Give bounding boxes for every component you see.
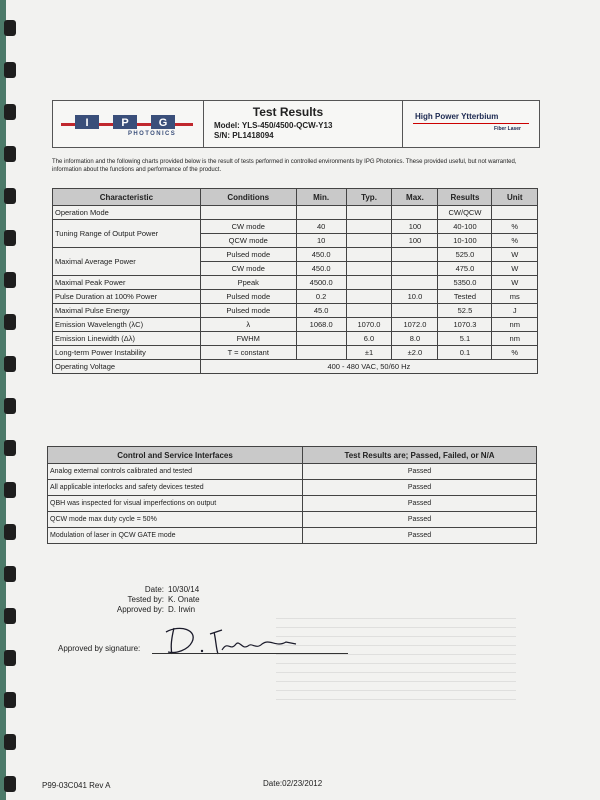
unit-cell: nm	[492, 332, 538, 346]
table-row	[48, 528, 537, 544]
table-row	[53, 318, 538, 332]
svg-text:I: I	[85, 117, 89, 129]
column-header: Min.	[296, 189, 346, 206]
column-header: Max.	[392, 189, 438, 206]
interface-cell: QBH was inspected for visual imperfections on output	[48, 496, 303, 512]
binder-hole	[4, 188, 16, 204]
column-header: Control and Service Interfaces	[48, 447, 303, 464]
binder-hole	[4, 314, 16, 330]
conditions-cell: QCW mode	[200, 234, 296, 248]
typ-cell	[346, 248, 392, 262]
max-cell	[392, 262, 438, 276]
tested-label: Tested by:	[127, 595, 164, 604]
result-cell: 40-100	[438, 220, 492, 234]
max-cell	[392, 248, 438, 262]
max-cell: 100	[392, 220, 438, 234]
max-cell	[392, 206, 438, 220]
binder-hole	[4, 692, 16, 708]
unit-cell: J	[492, 304, 538, 318]
signature-label: Approved by signature:	[58, 644, 141, 653]
date-value: 10/30/14	[168, 585, 200, 594]
conditions-cell: Pulsed mode	[200, 290, 296, 304]
table-row	[53, 220, 538, 234]
characteristic-cell: Operating Voltage	[53, 360, 201, 374]
model-row	[214, 121, 402, 130]
bleed-through-text	[276, 610, 516, 700]
typ-cell: 6.0	[346, 332, 392, 346]
characteristic-cell: Maximal Peak Power	[53, 276, 201, 290]
characteristics-table	[52, 188, 538, 374]
table-row	[53, 332, 538, 346]
binder-hole	[4, 272, 16, 288]
approved-row	[56, 605, 376, 615]
column-header: Typ.	[346, 189, 392, 206]
binder-hole	[4, 440, 16, 456]
document-date: Date:02/23/2012	[263, 779, 323, 788]
max-cell	[392, 276, 438, 290]
characteristic-cell: Operation Mode	[53, 206, 201, 220]
binder-hole	[4, 398, 16, 414]
column-header: Conditions	[200, 189, 296, 206]
result-cell: 5350.0	[438, 276, 492, 290]
min-cell: 1068.0	[296, 318, 346, 332]
typ-cell: ±1	[346, 346, 392, 360]
document-header	[52, 100, 540, 148]
binder-hole	[4, 650, 16, 666]
unit-cell: ms	[492, 290, 538, 304]
min-cell	[296, 206, 346, 220]
svg-text:G: G	[158, 117, 168, 129]
svg-text:P: P	[121, 117, 129, 129]
typ-cell: 1070.0	[346, 318, 392, 332]
logo-subtitle: PHOTONICS	[128, 131, 177, 137]
table-row	[53, 248, 538, 262]
unit-cell: %	[492, 220, 538, 234]
result-cell: CW/QCW	[438, 206, 492, 220]
conditions-cell: CW mode	[200, 262, 296, 276]
serial-row	[214, 131, 402, 140]
characteristic-cell: Long-term Power Instability	[53, 346, 201, 360]
product-divider	[413, 123, 529, 124]
conditions-cell: FWHM	[200, 332, 296, 346]
unit-cell: W	[492, 262, 538, 276]
table-row	[53, 346, 538, 360]
max-cell: 10.0	[392, 290, 438, 304]
result-cell: Passed	[303, 512, 537, 528]
date-row	[56, 585, 376, 595]
unit-cell: %	[492, 234, 538, 248]
binder-hole	[4, 734, 16, 750]
approved-value: D. Irwin	[168, 605, 196, 614]
control-interfaces-table	[47, 446, 537, 544]
result-cell: 525.0	[438, 248, 492, 262]
binder-hole	[4, 230, 16, 246]
result-cell: 475.0	[438, 262, 492, 276]
unit-cell: %	[492, 346, 538, 360]
table-row	[53, 290, 538, 304]
title-cell	[204, 101, 403, 147]
result-cell: Tested	[438, 290, 492, 304]
result-cell: 0.1	[438, 346, 492, 360]
product-name: High Power Ytterbium	[415, 112, 499, 121]
result-cell: Passed	[303, 528, 537, 544]
table-row	[53, 304, 538, 318]
unit-cell: nm	[492, 318, 538, 332]
unit-cell: W	[492, 248, 538, 262]
typ-cell	[346, 304, 392, 318]
product-subtitle: Fiber Laser	[494, 126, 521, 132]
binder-hole	[4, 62, 16, 78]
binder-hole	[4, 356, 16, 372]
model-value: YLS-450/4500-QCW-Y13	[241, 121, 333, 130]
interface-cell: Analog external controls calibrated and tested	[48, 464, 303, 480]
table-row	[48, 480, 537, 496]
approved-label: Approved by:	[116, 605, 164, 614]
min-cell: 45.0	[296, 304, 346, 318]
max-cell: ±2.0	[392, 346, 438, 360]
serial-label: S/N:	[214, 131, 230, 140]
page-title: Test Results	[252, 105, 324, 119]
typ-cell	[346, 234, 392, 248]
min-cell	[296, 332, 346, 346]
typ-cell	[346, 206, 392, 220]
typ-cell	[346, 262, 392, 276]
characteristic-cell: Pulse Duration at 100% Power	[53, 290, 201, 304]
binder-hole	[4, 566, 16, 582]
unit-cell	[492, 206, 538, 220]
table-row	[53, 276, 538, 290]
max-cell: 8.0	[392, 332, 438, 346]
table-row	[48, 496, 537, 512]
characteristic-cell: Maximal Average Power	[53, 248, 201, 276]
binder-hole	[4, 524, 16, 540]
signature-line	[152, 653, 348, 654]
min-cell: 450.0	[296, 248, 346, 262]
tested-value: K. Onate	[168, 595, 200, 604]
characteristic-cell: Emission Linewidth (Δλ)	[53, 332, 201, 346]
binder-hole	[4, 20, 16, 36]
min-cell: 40	[296, 220, 346, 234]
unit-cell: W	[492, 276, 538, 290]
interface-cell: Modulation of laser in QCW GATE mode	[48, 528, 303, 544]
binder-hole	[4, 146, 16, 162]
characteristic-cell: Tuning Range of Output Power	[53, 220, 201, 248]
typ-cell	[346, 290, 392, 304]
min-cell: 450.0	[296, 262, 346, 276]
conditions-cell: Pulsed mode	[200, 304, 296, 318]
serial-value: PL1418094	[232, 131, 274, 140]
conditions-cell: λ	[200, 318, 296, 332]
table-row	[53, 360, 538, 374]
result-cell: Passed	[303, 464, 537, 480]
min-cell: 4500.0	[296, 276, 346, 290]
column-header: Unit	[492, 189, 538, 206]
result-cell: 10-100	[438, 234, 492, 248]
conditions-cell: CW mode	[200, 220, 296, 234]
binder-hole	[4, 482, 16, 498]
model-label: Model:	[214, 121, 240, 130]
date-label: Date:	[144, 585, 164, 594]
result-cell: Passed	[303, 480, 537, 496]
binder-hole	[4, 776, 16, 792]
tested-row	[56, 595, 376, 605]
voltage-cell: 400 - 480 VAC, 50/60 Hz	[200, 360, 537, 374]
max-cell	[392, 304, 438, 318]
table-row	[48, 512, 537, 528]
document-id: P99-03C041 Rev A	[42, 781, 111, 790]
conditions-cell: T = constant	[200, 346, 296, 360]
table-header-row	[53, 189, 538, 206]
conditions-cell: Pulsed mode	[200, 248, 296, 262]
column-header: Test Results are; Passed, Failed, or N/A	[303, 447, 537, 464]
min-cell: 0.2	[296, 290, 346, 304]
typ-cell	[346, 220, 392, 234]
signoff-block	[56, 585, 376, 615]
characteristic-cell: Emission Wavelength (λC)	[53, 318, 201, 332]
binder-hole	[4, 608, 16, 624]
table-header-row	[48, 447, 537, 464]
result-cell: 52.5	[438, 304, 492, 318]
column-header: Results	[438, 189, 492, 206]
table-row	[48, 464, 537, 480]
result-cell: 1070.3	[438, 318, 492, 332]
result-cell: 5.1	[438, 332, 492, 346]
column-header: Characteristic	[53, 189, 201, 206]
interface-cell: QCW mode max duty cycle = 50%	[48, 512, 303, 528]
typ-cell	[346, 276, 392, 290]
result-cell: Passed	[303, 496, 537, 512]
min-cell: 10	[296, 234, 346, 248]
min-cell	[296, 346, 346, 360]
table-row	[53, 206, 538, 220]
binder-hole	[4, 104, 16, 120]
characteristic-cell: Maximal Pulse Energy	[53, 304, 201, 318]
product-cell	[403, 101, 539, 147]
max-cell: 1072.0	[392, 318, 438, 332]
interface-cell: All applicable interlocks and safety devices tested	[48, 480, 303, 496]
intro-paragraph: The information and the following charts provided below is the result of tests performed in controlled environments by IPG Photonics. These provided useful, but not warranted, information about the functions and performance of the product.	[52, 159, 517, 173]
conditions-cell	[200, 206, 296, 220]
conditions-cell: Ppeak	[200, 276, 296, 290]
max-cell: 100	[392, 234, 438, 248]
